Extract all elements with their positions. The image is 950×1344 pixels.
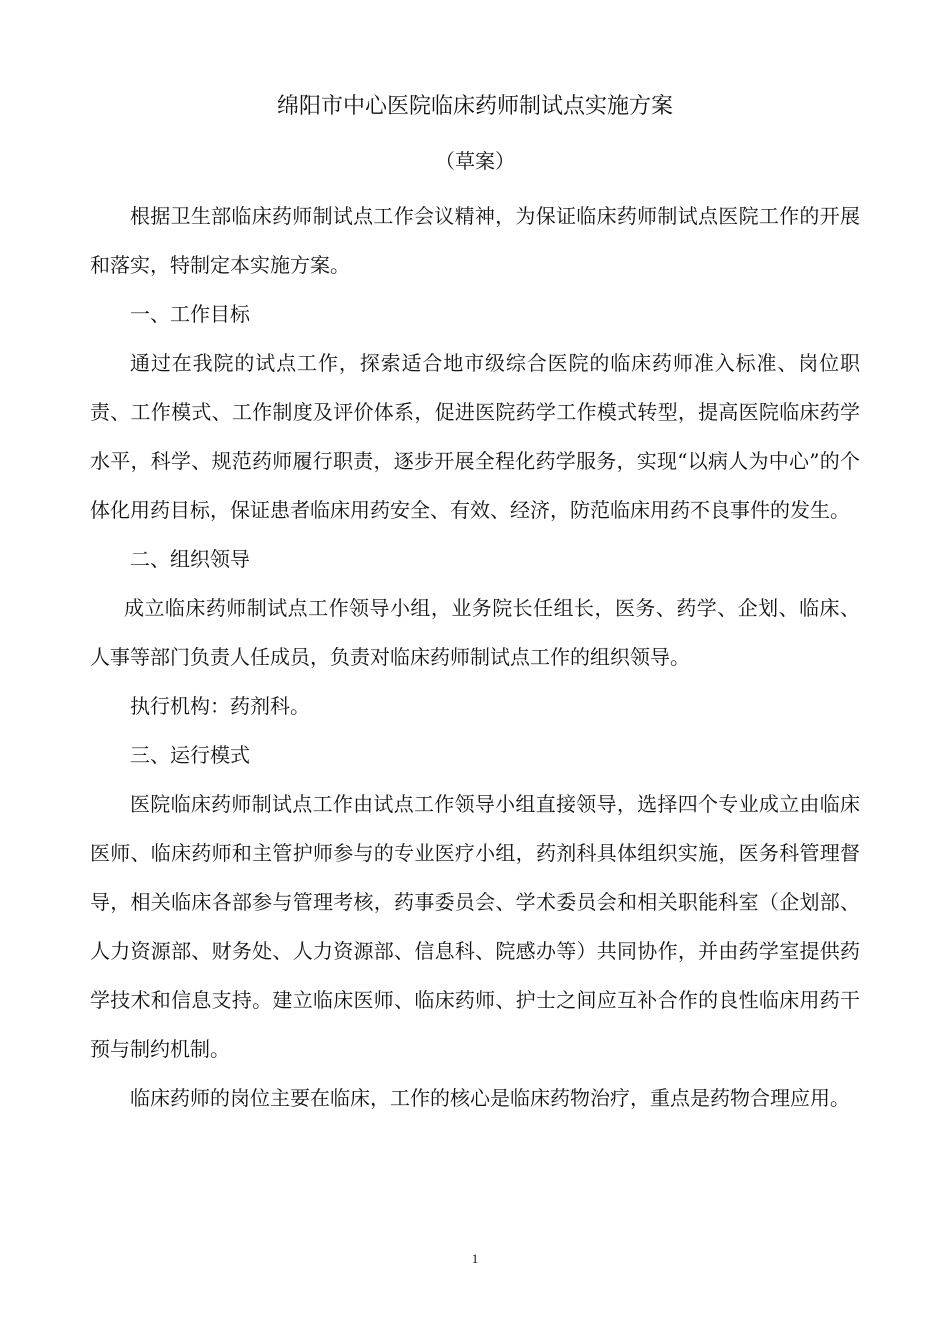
section-heading-operation: 三、运行模式 bbox=[130, 743, 250, 767]
section-heading-leadership: 二、组织领导 bbox=[130, 547, 250, 571]
paragraph-pharmacist-role: 临床药师的岗位主要在临床，工作的核心是临床药物治疗，重点是药物合理应用。 bbox=[130, 1086, 850, 1110]
page-number: 1 bbox=[471, 1251, 479, 1266]
paragraph-operation: 医院临床药师制试点工作由试点工作领导小组直接领导，选择四个专业成立由临床医师、临床药师和主管护师参与的专业医疗小组，药剂科具体组织实施，医务科管理督导，相关临床各部参与管理考核，药事委员会、学术委员会和相关职能科室（企划部、人力资源部、财务处、人力资源部、信息科、院感办等）共同协作，并由药学室提供药学技术和信息支持。建立临床医师、临床药师、护士之间应互补合作的良性临床用药干预与制约机制。 bbox=[90, 792, 860, 1061]
paragraph-intro: 根据卫生部临床药师制试点工作会议精神，为保证临床药师制试点医院工作的开展和落实，特制定本实施方案。 bbox=[90, 204, 860, 277]
section-heading-goals: 一、工作目标 bbox=[130, 302, 250, 326]
document-body bbox=[90, 192, 860, 1123]
paragraph-leadership: 成立临床药师制试点工作领导小组，业务院长任组长，医务、药学、企划、临床、人事等部门负责人任成员，负责对临床药师制试点工作的组织领导。 bbox=[90, 596, 860, 669]
paragraph-executing-body: 执行机构：药剂科。 bbox=[130, 694, 310, 718]
document-title: 绵阳市中心医院临床药师制试点实施方案 bbox=[276, 94, 673, 119]
paragraph-goals: 通过在我院的试点工作，探索适合地市级综合医院的临床药师准入标准、岗位职责、工作模式、工作制度及评价体系，促进医院药学工作模式转型，提高医院临床药学水平，科学、规范药师履行职责，逐步开展全程化药学服务，实现“以病人为中心”的个体化用药目标，保证患者临床用药安全、有效、经济，防范临床用药不良事件的发生。 bbox=[90, 351, 860, 522]
document-subtitle: （草案） bbox=[435, 149, 515, 173]
